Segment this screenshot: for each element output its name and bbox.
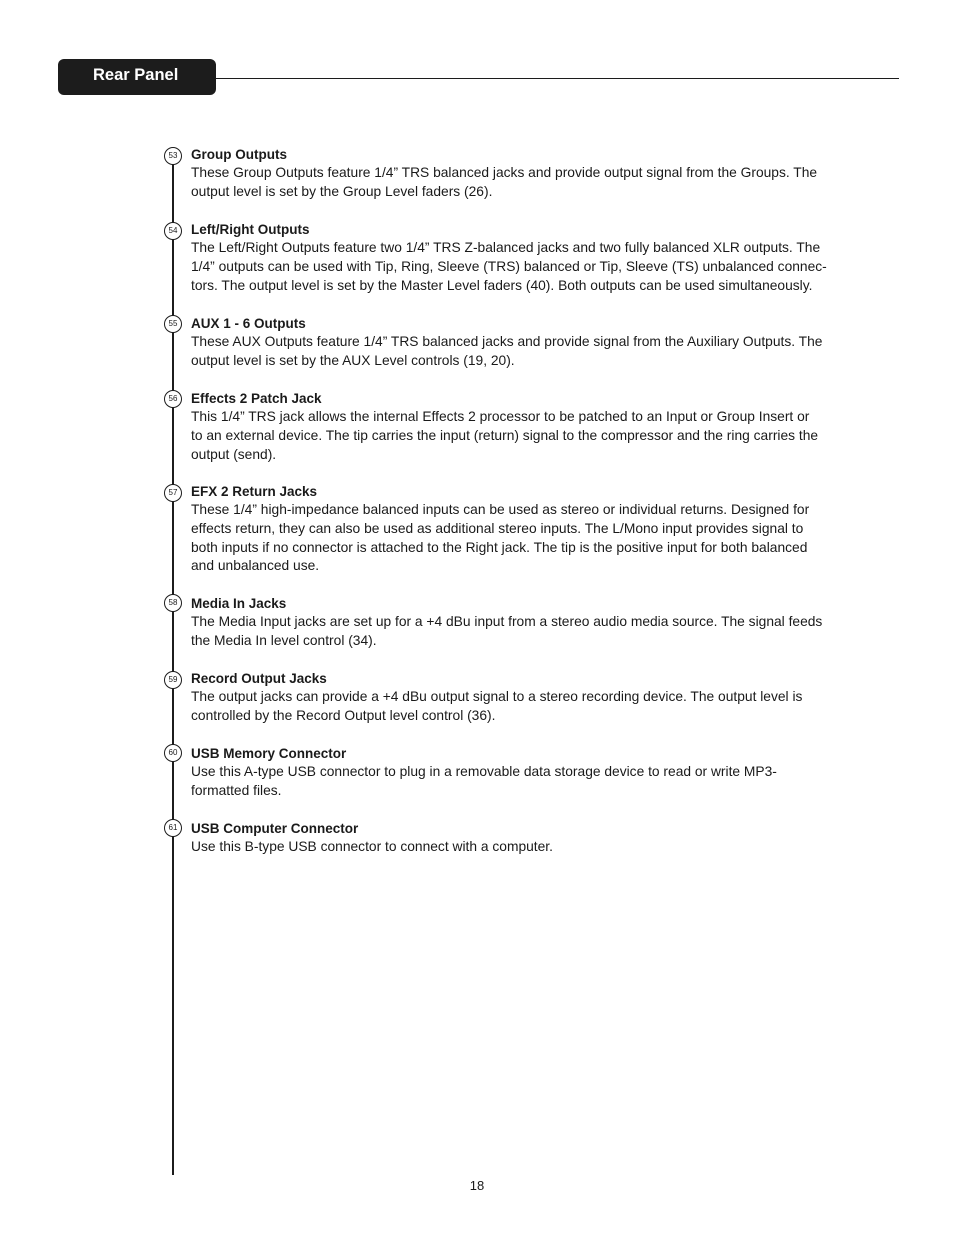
item-number-badge: 57	[164, 484, 182, 502]
feature-title: Record Output Jacks	[191, 671, 327, 686]
feature-title: Group Outputs	[191, 147, 287, 162]
item-number-badge: 58	[164, 594, 182, 612]
feature-description: The Left/Right Outputs feature two 1/4” TRS Z-balanced jacks and two fully balanced XLR outputs. The 1/4” outputs can be used with Tip, Ring, Sleeve (TRS) balanced or Tip, Sleeve (TS) unbalanced connec- tors. The output level is set by the Master Level faders (40). Both outputs can be used simultaneously.	[191, 240, 827, 293]
feature-description: This 1/4” TRS jack allows the internal Effects 2 processor to be patched to an Input or Group Insert or to an external device. The tip carries the input (return) signal to the compressor and the ring carries the output (send).	[191, 409, 819, 462]
feature-entry	[191, 389, 871, 464]
feature-title: Media In Jacks	[191, 596, 287, 611]
feature-entry	[191, 220, 871, 295]
section-header-tab	[58, 59, 216, 95]
item-number-badge: 54	[164, 222, 182, 240]
item-number-badge: 56	[164, 390, 182, 408]
item-number-badge: 60	[164, 744, 182, 762]
item-number-badge: 61	[164, 819, 182, 837]
item-number-badge: 53	[164, 147, 182, 165]
feature-entry	[191, 819, 871, 857]
feature-description: The output jacks can provide a +4 dBu output signal to a stereo recording device. The output level is controlled by the Record Output level control (36).	[191, 689, 803, 723]
feature-entry	[191, 314, 871, 371]
section-title: Rear Panel	[93, 66, 179, 84]
vertical-rule	[172, 152, 174, 1175]
feature-description: The Media Input jacks are set up for a +4 dBu input from a stereo audio media source. The signal feeds the Media In level control (34).	[191, 614, 823, 648]
feature-entry	[191, 669, 871, 726]
feature-description: These Group Outputs feature 1/4” TRS balanced jacks and provide output signal from the Groups. The output level is set by the Group Level faders (26).	[191, 165, 818, 199]
feature-title: AUX 1 - 6 Outputs	[191, 316, 306, 331]
feature-title: Effects 2 Patch Jack	[191, 391, 322, 406]
item-number-badge: 59	[164, 671, 182, 689]
feature-description: Use this A-type USB connector to plug in a removable data storage device to read or write MP3- formatted files.	[191, 764, 777, 798]
feature-description: These AUX Outputs feature 1/4” TRS balanced jacks and provide signal from the Auxiliary Outputs. The output level is set by the AUX Level controls (19, 20).	[191, 334, 823, 368]
feature-description: These 1/4” high-impedance balanced inputs can be used as stereo or individual returns. Designed for effects return, they can also be used as additional stereo inputs. The L/Mono input provides signal to both inputs if no connector is attached to the Right jack. The tip is the positive input for both balanced and unbalanced use.	[191, 502, 810, 574]
feature-title: EFX 2 Return Jacks	[191, 484, 318, 499]
item-number-badge: 55	[164, 315, 182, 333]
feature-title: USB Memory Connector	[191, 746, 347, 761]
feature-entry	[191, 145, 871, 202]
header-rule	[216, 78, 899, 79]
feature-entry	[191, 594, 871, 651]
feature-title: USB Computer Connector	[191, 821, 359, 836]
page-number: 18	[469, 1178, 485, 1193]
feature-entry	[191, 482, 871, 576]
feature-description: Use this B-type USB connector to connect with a computer.	[191, 839, 553, 854]
feature-entry	[191, 744, 871, 801]
feature-title: Left/Right Outputs	[191, 222, 310, 237]
